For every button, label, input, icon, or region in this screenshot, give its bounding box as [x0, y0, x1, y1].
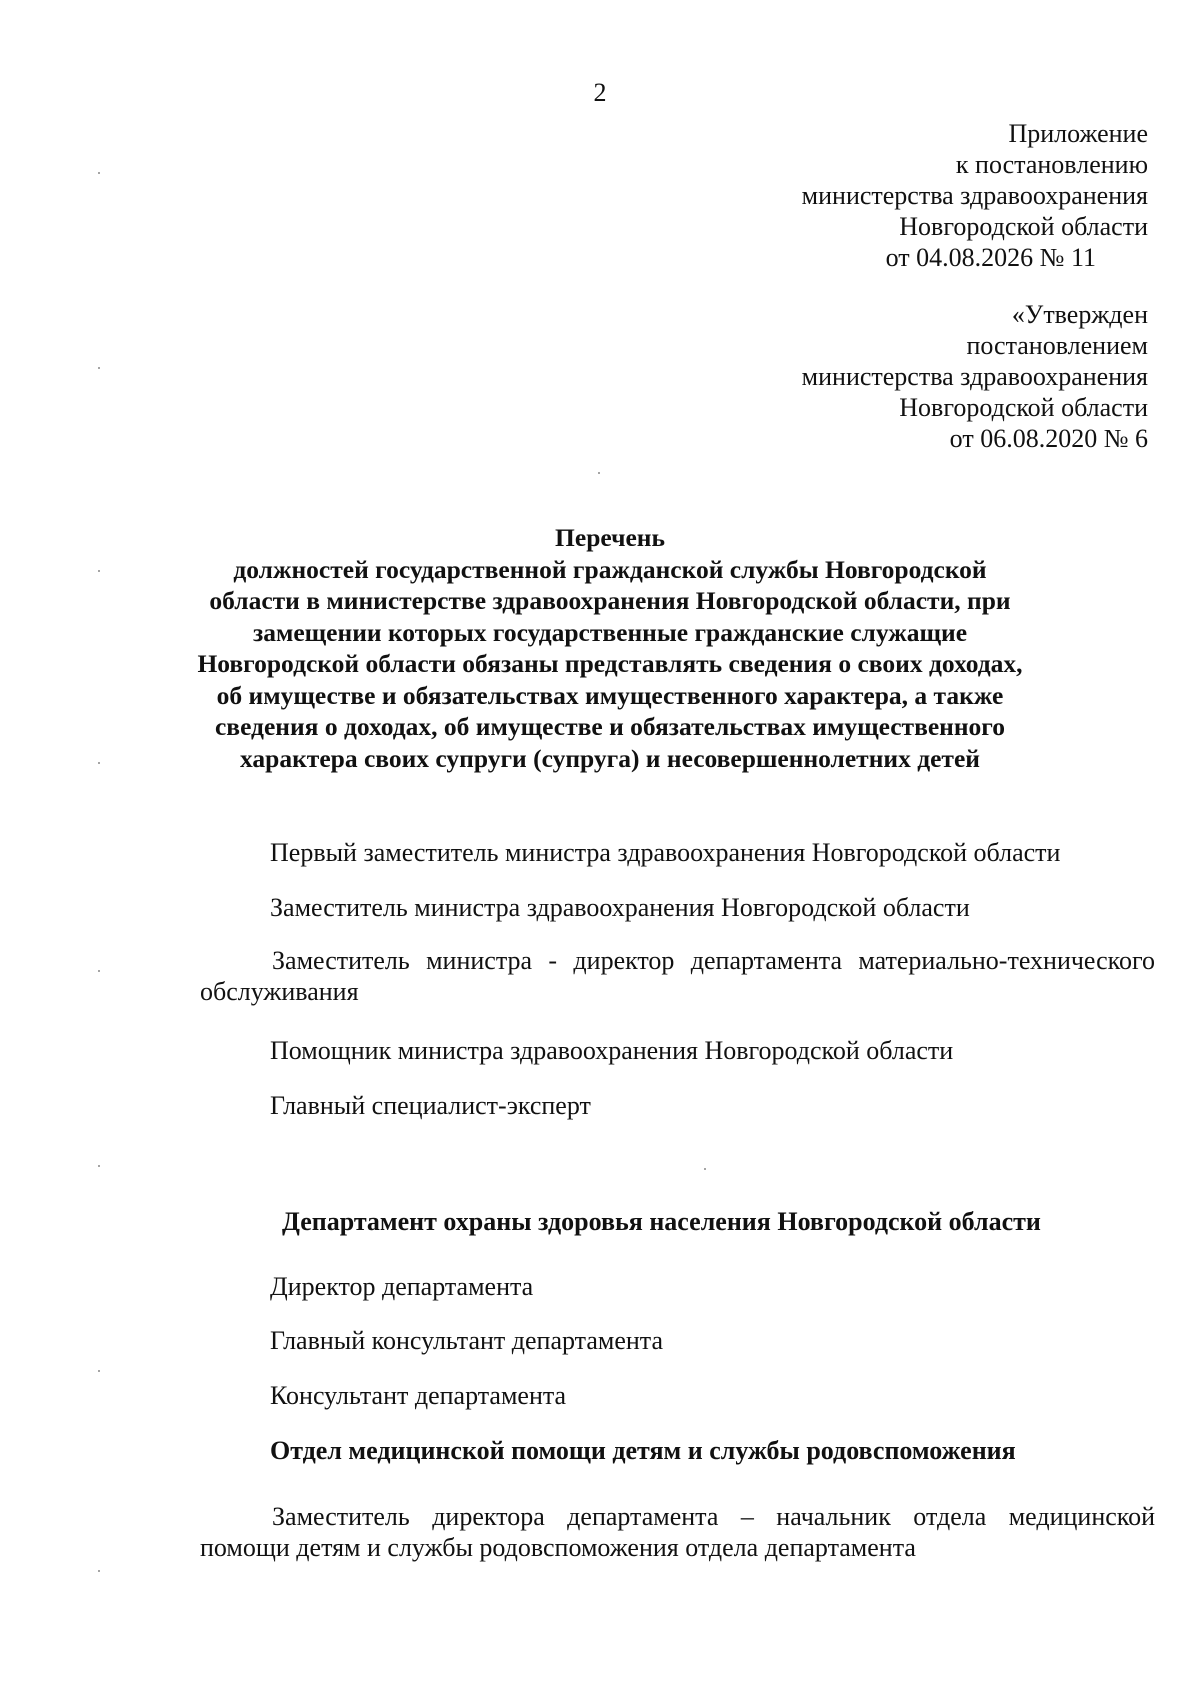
- title-line: должностей государственной гражданской службы Новгородской: [233, 554, 987, 584]
- appendix-block: [802, 118, 1148, 273]
- department-position: Главный консультант департамента: [270, 1326, 664, 1355]
- department-title: Департамент охраны здоровья населения Новгородской области: [282, 1207, 1041, 1236]
- position-item: Заместитель министра здравоохранения Новгородской области: [270, 893, 970, 922]
- scan-speck: [598, 472, 600, 474]
- department-position: Консультант департамента: [270, 1381, 567, 1410]
- scan-speck: [98, 172, 100, 174]
- appendix-line: к постановлению: [955, 150, 1148, 179]
- position-item: Первый заместитель министра здравоохранения Новгородской области: [270, 838, 1061, 867]
- appendix-line: Приложение: [1008, 119, 1148, 148]
- title-line: Новгородской области обязаны представлять сведения о своих доходах,: [197, 649, 1023, 678]
- page-number: 2: [593, 78, 607, 107]
- scan-speck: [704, 1168, 706, 1170]
- approved-line: «Утвержден: [1011, 300, 1148, 329]
- appendix-line: министерства здравоохранения: [801, 181, 1148, 210]
- approved-line: постановлением: [966, 331, 1148, 360]
- scan-speck: [98, 1165, 100, 1167]
- position-item: Заместитель министра - директор департамента материально-технического обслуживания: [200, 946, 1155, 1006]
- scan-speck: [98, 970, 100, 972]
- document-title: [180, 522, 1040, 774]
- approved-block: [802, 299, 1148, 454]
- scan-speck: [98, 1570, 100, 1572]
- position-item: Помощник министра здравоохранения Новгородской области: [270, 1036, 954, 1065]
- approved-line: от 06.08.2020 № 6: [949, 424, 1148, 453]
- division-title: Отдел медицинской помощи детям и службы родовспоможения: [270, 1436, 1016, 1465]
- scan-speck: [98, 1370, 100, 1372]
- department-position: Директор департамента: [270, 1272, 534, 1301]
- scan-speck: [98, 762, 100, 764]
- approved-line: Новгородской области: [899, 393, 1148, 422]
- title-heading: Перечень: [555, 523, 665, 552]
- title-line: области в министерстве здравоохранения Новгородской области, при: [209, 586, 1011, 615]
- title-line: об имуществе и обязательствах имущественного характера, а также: [216, 680, 1004, 710]
- scan-speck: [98, 570, 100, 572]
- title-line: сведения о доходах, об имуществе и обязательствах имущественного: [214, 712, 1005, 741]
- scan-speck: [98, 367, 100, 369]
- appendix-line: Новгородской области: [899, 212, 1148, 241]
- title-line: характера своих супруги (супруга) и несовершеннолетних детей: [240, 743, 980, 773]
- division-position: Заместитель директора департамента – начальник отдела медицинской помощи детям и службы родовспоможения отдела департамента: [200, 1502, 1155, 1562]
- appendix-date-line: от 04.08.2026 № 11: [885, 243, 1096, 272]
- title-line: замещении которых государственные гражданские служащие: [252, 617, 968, 647]
- approved-line: министерства здравоохранения: [801, 362, 1148, 391]
- position-item: Главный специалист-эксперт: [270, 1091, 591, 1120]
